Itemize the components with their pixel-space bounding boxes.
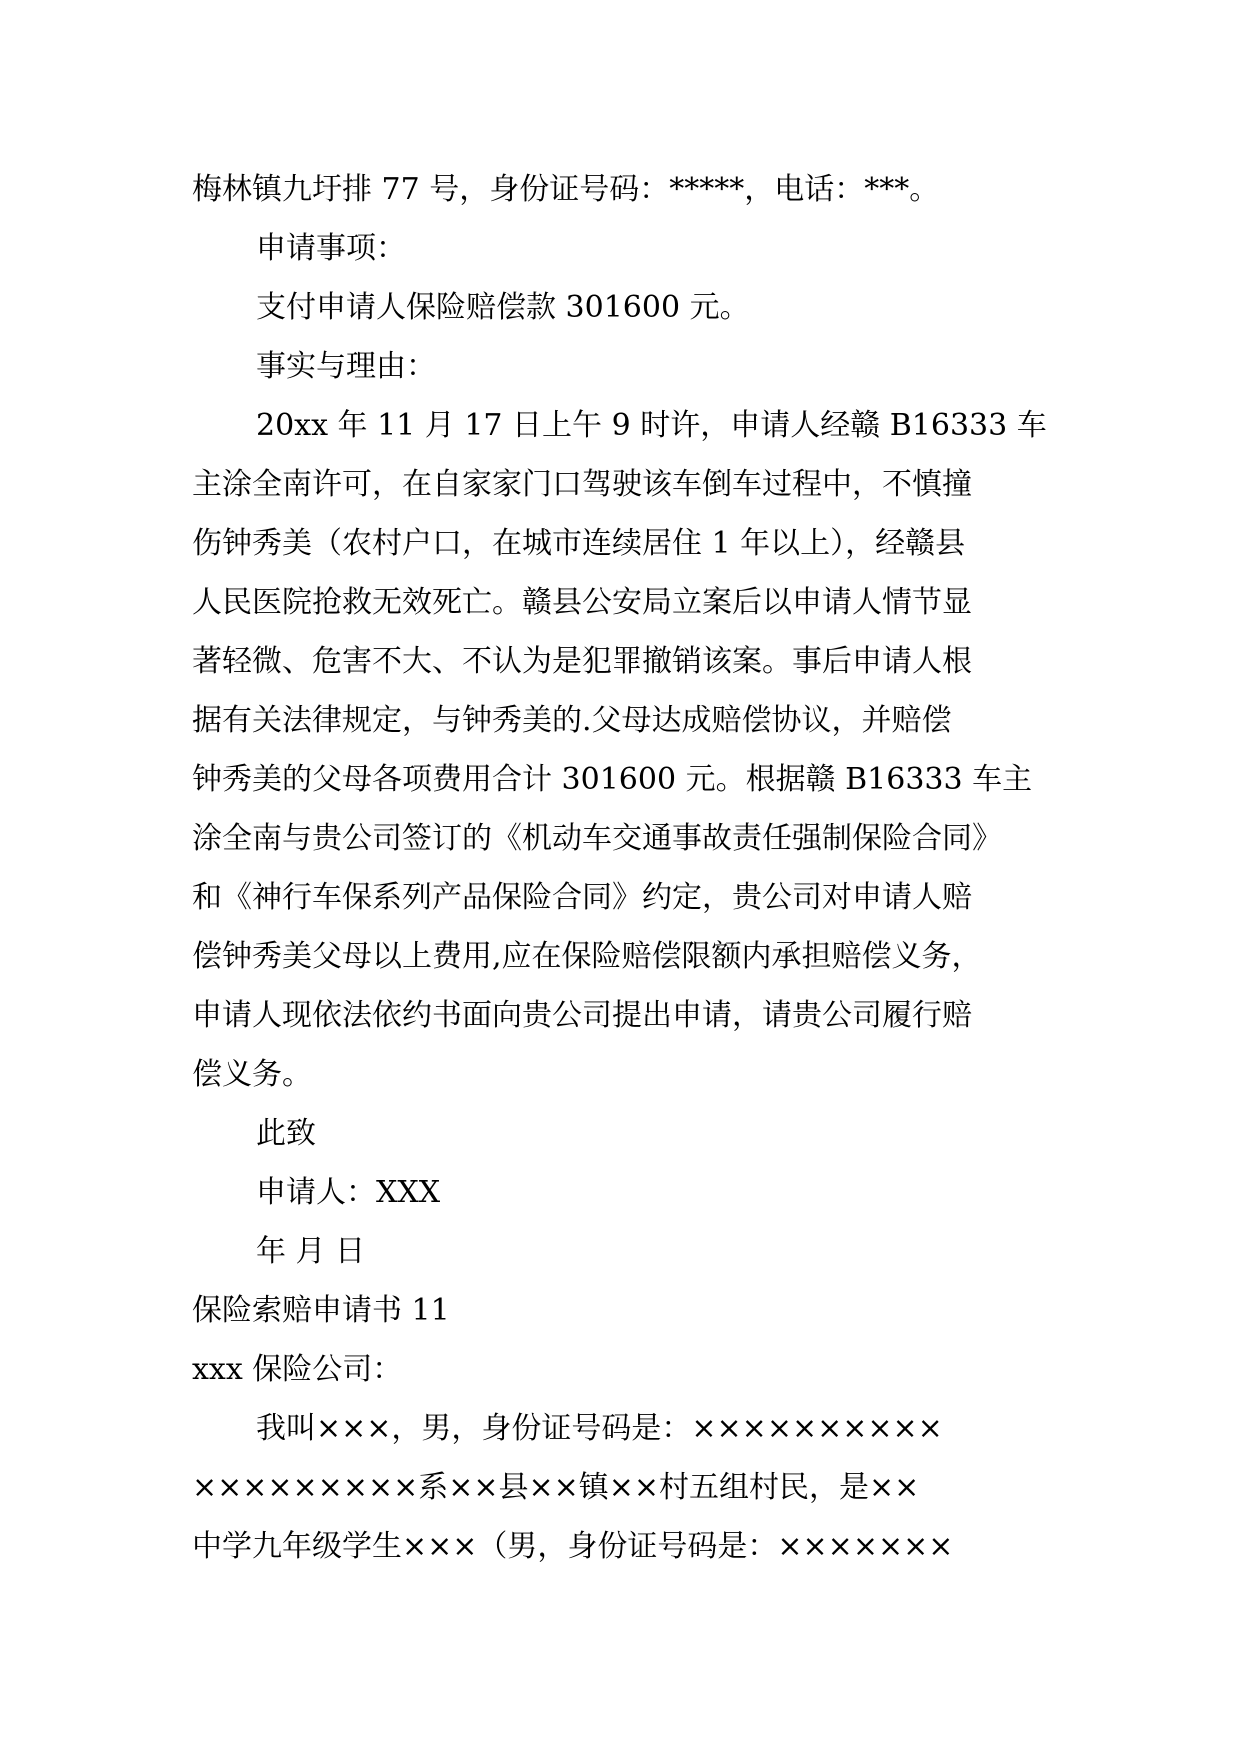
- recipient-line: xxx 保险公司：: [192, 1352, 403, 1387]
- text-line: 20xx 年 11 月 17 日上午 9 时许，申请人经赣 B16333 车: [256, 408, 1047, 443]
- text-line: 梅林镇九圩排 77 号，身份证号码：*****，电话：***。: [192, 172, 940, 207]
- text-line: 伤钟秀美（农村户口，在城市连续居住 1 年以上），经赣县: [192, 526, 966, 561]
- text-line: 支付申请人保险赔偿款 301600 元。: [256, 290, 750, 325]
- text-line: 据有关法律规定，与钟秀美的.父母达成赔偿协议，并赔偿: [192, 703, 952, 738]
- section-heading-claim: 申请事项：: [256, 231, 406, 266]
- section-heading-facts: 事实与理由：: [256, 349, 436, 384]
- text-line: 钟秀美的父母各项费用合计 301600 元。根据赣 B16333 车主: [192, 762, 1033, 797]
- text-line: 中学九年级学生×××（男，身份证号码是：×××××××: [192, 1529, 954, 1564]
- text-line: 涂全南与贵公司签订的《机动车交通事故责任强制保险合同》: [192, 821, 1002, 856]
- text-line: 偿义务。: [192, 1057, 312, 1092]
- applicant-signature: 申请人：XXX: [256, 1175, 441, 1210]
- document-title: 保险索赔申请书 11: [192, 1293, 450, 1328]
- document-page: [192, 160, 1058, 1576]
- text-line: 人民医院抢救无效死亡。赣县公安局立案后以申请人情节显: [192, 585, 972, 620]
- text-line: 和《神行车保系列产品保险合同》约定，贵公司对申请人赔: [192, 880, 972, 915]
- text-line: 偿钟秀美父母以上费用,应在保险赔偿限额内承担赔偿义务，: [192, 939, 982, 974]
- text-line: 申请人现依法依约书面向贵公司提出申请，请贵公司履行赔: [192, 998, 972, 1033]
- text-line: 主涂全南许可，在自家家门口驾驶该车倒车过程中，不慎撞: [192, 467, 972, 502]
- text-line: 我叫×××，男，身份证号码是：××××××××××: [256, 1411, 943, 1446]
- closing-salutation: 此致: [256, 1116, 316, 1151]
- text-line: 著轻微、危害不大、不认为是犯罪撤销该案。事后申请人根: [192, 644, 972, 679]
- date-line: 年 月 日: [256, 1234, 366, 1269]
- text-line: ×××××××××系××县××镇××村五组村民，是××: [192, 1470, 920, 1505]
